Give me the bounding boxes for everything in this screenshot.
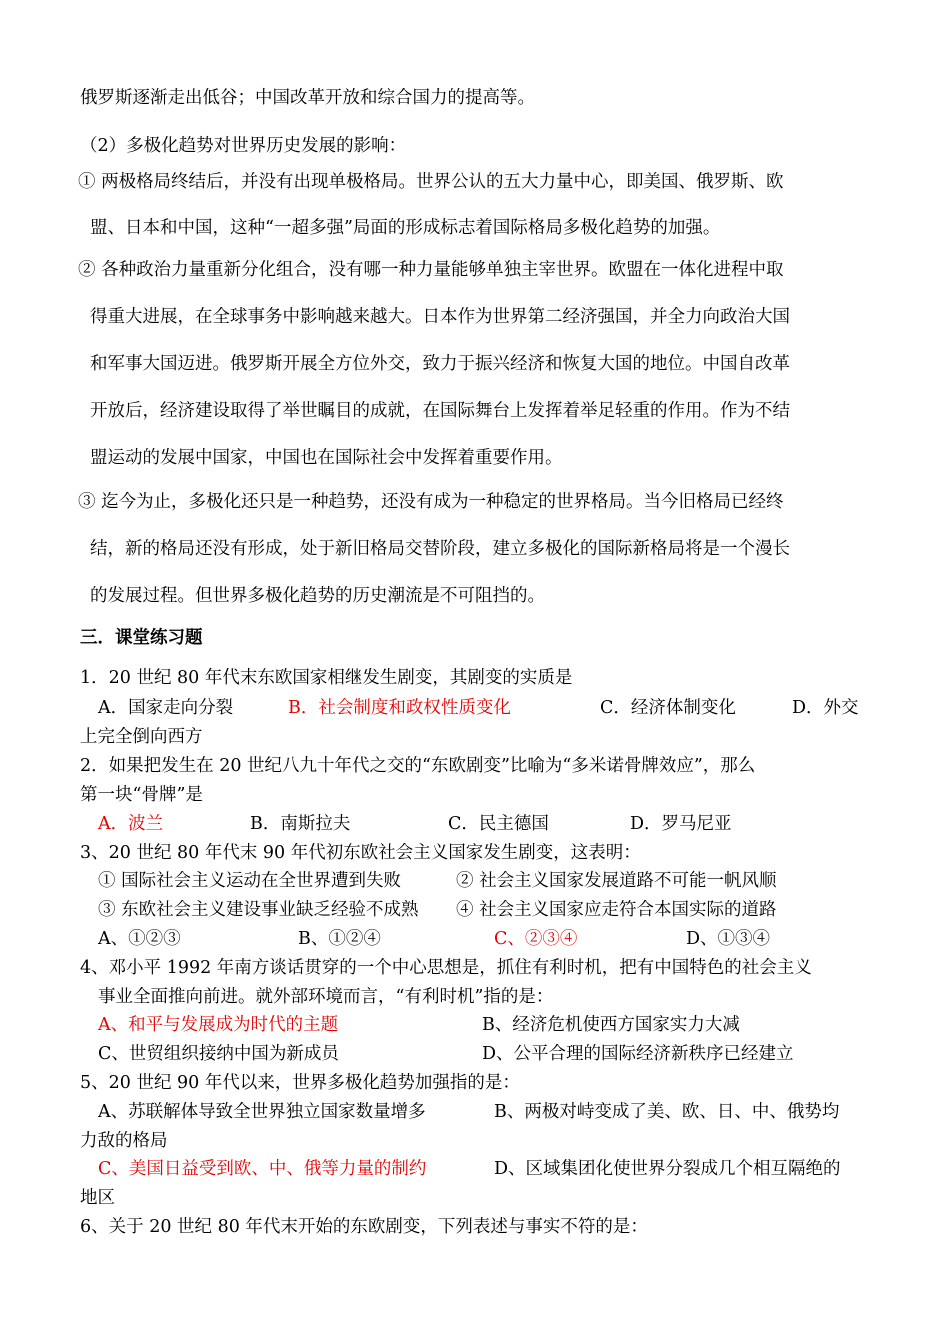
question-3-stem: 3、20 世纪 80 年代末 90 年代初东欧社会主义国家发生剧变，这表明： — [80, 843, 641, 863]
question-3-options — [80, 928, 870, 950]
question-6-stem: 6、关于 20 世纪 80 年代末开始的东欧剧变，下列表述与事实不符的是： — [80, 1217, 648, 1237]
paragraph-2-line: 得重大进展，在全球事务中影响越来越大。日本作为世界第二经济强国，并全力向政治大国 — [90, 307, 790, 327]
question-2-stem: 2．如果把发生在 20 世纪八九十年代之交的“东欧剧变”比喻为“多米诺骨牌效应”，那么 — [80, 756, 756, 776]
question-4-options — [80, 1043, 870, 1065]
question-5-options — [80, 1158, 870, 1180]
paragraph-2-line: 盟运动的发展中国家，中国也在国际社会中发挥着重要作用。 — [90, 448, 563, 468]
question-1-options — [80, 697, 870, 719]
question-2-stem: 第一块“骨牌”是 — [80, 785, 203, 805]
statement-4: ④ 社会主义国家应走符合本国实际的道路 — [456, 900, 777, 920]
option-c-answer: C、美国日益受到欧、中、俄等力量的制约 — [98, 1159, 427, 1179]
option-d: D、公平合理的国际经济新秩序已经建立 — [482, 1044, 794, 1064]
question-5-stem: 5、20 世纪 90 年代以来，世界多极化趋势加强指的是： — [80, 1073, 520, 1093]
text-line: 俄罗斯逐渐走出低谷；中国改革开放和综合国力的提高等。 — [80, 88, 535, 108]
paragraph-3-line: 的发展过程。但世界多极化趋势的历史潮流是不可阻挡的。 — [90, 586, 545, 606]
paragraph-2-line: 开放后，经济建设取得了举世瞩目的成就，在国际舞台上发挥着举足轻重的作用。作为不结 — [90, 401, 790, 421]
option-b: B、两极对峙变成了美、欧、日、中、俄势均 — [494, 1102, 840, 1122]
option-a: A、①②③ — [98, 929, 181, 949]
subheading: （2）多极化趋势对世界历史发展的影响： — [80, 136, 407, 156]
option-d: D、区域集团化使世界分裂成几个相互隔绝的 — [494, 1159, 841, 1179]
option-b: B．南斯拉夫 — [250, 814, 351, 834]
option-d: D．外交 — [792, 698, 859, 718]
option-c: C．民主德国 — [448, 814, 549, 834]
question-2-options — [80, 813, 870, 835]
option-c: C、世贸组织接纳中国为新成员 — [98, 1044, 339, 1064]
option-c-answer: C、②③④ — [494, 929, 578, 949]
question-1-wrap: 上完全倒向西方 — [80, 727, 203, 747]
question-5-wrap: 地区 — [80, 1188, 115, 1208]
question-4-stem: 事业全面推向前进。就外部环境而言，“有利时机”指的是： — [98, 987, 554, 1007]
option-d: D．罗马尼亚 — [630, 814, 732, 834]
paragraph-2-line: ② 各种政治力量重新分化组合，没有哪一种力量能够单独主宰世界。欧盟在一体化进程中取 — [78, 260, 784, 280]
option-a: A．国家走向分裂 — [98, 698, 234, 718]
paragraph-2-line: 和军事大国迈进。俄罗斯开展全方位外交，致力于振兴经济和恢复大国的地位。中国自改革 — [90, 354, 790, 374]
option-d: D、①③④ — [686, 929, 771, 949]
statement-1: ① 国际社会主义运动在全世界遭到失败 — [98, 871, 402, 891]
paragraph-1-line: ① 两极格局终结后，并没有出现单极格局。世界公认的五大力量中心，即美国、俄罗斯、欧 — [78, 172, 784, 192]
statement-3: ③ 东欧社会主义建设事业缺乏经验不成熟 — [98, 900, 419, 920]
paragraph-3-line: 结，新的格局还没有形成，处于新旧格局交替阶段，建立多极化的国际新格局将是一个漫长 — [90, 539, 790, 559]
option-b: B、①②④ — [298, 929, 381, 949]
option-c: C．经济体制变化 — [600, 698, 736, 718]
option-b-answer: B．社会制度和政权性质变化 — [288, 698, 511, 718]
option-b: B、经济危机使西方国家实力大减 — [482, 1015, 740, 1035]
option-a: A、苏联解体导致全世界独立国家数量增多 — [98, 1102, 426, 1122]
question-1-stem: 1．20 世纪 80 年代末东欧国家相继发生剧变，其剧变的实质是 — [80, 668, 573, 688]
section-heading: 三．课堂练习题 — [80, 628, 203, 648]
paragraph-3-line: ③ 迄今为止，多极化还只是一种趋势，还没有成为一种稳定的世界格局。当今旧格局已经终 — [78, 492, 784, 512]
option-a-answer: A．波兰 — [98, 814, 164, 834]
paragraph-1-line: 盟、日本和中国，这种“一超多强”局面的形成标志着国际格局多极化趋势的加强。 — [90, 218, 721, 238]
statement-2: ② 社会主义国家发展道路不可能一帆风顺 — [456, 871, 777, 891]
question-4-options — [80, 1014, 870, 1036]
question-5-wrap: 力敌的格局 — [80, 1131, 168, 1151]
question-3-statements — [80, 870, 870, 892]
question-4-stem: 4、邓小平 1992 年南方谈话贯穿的一个中心思想是，抓住有利时机，把有中国特色的社会主义 — [80, 958, 812, 978]
question-3-statements — [80, 899, 870, 921]
question-5-options — [80, 1101, 870, 1123]
option-a-answer: A、和平与发展成为时代的主题 — [98, 1015, 339, 1035]
